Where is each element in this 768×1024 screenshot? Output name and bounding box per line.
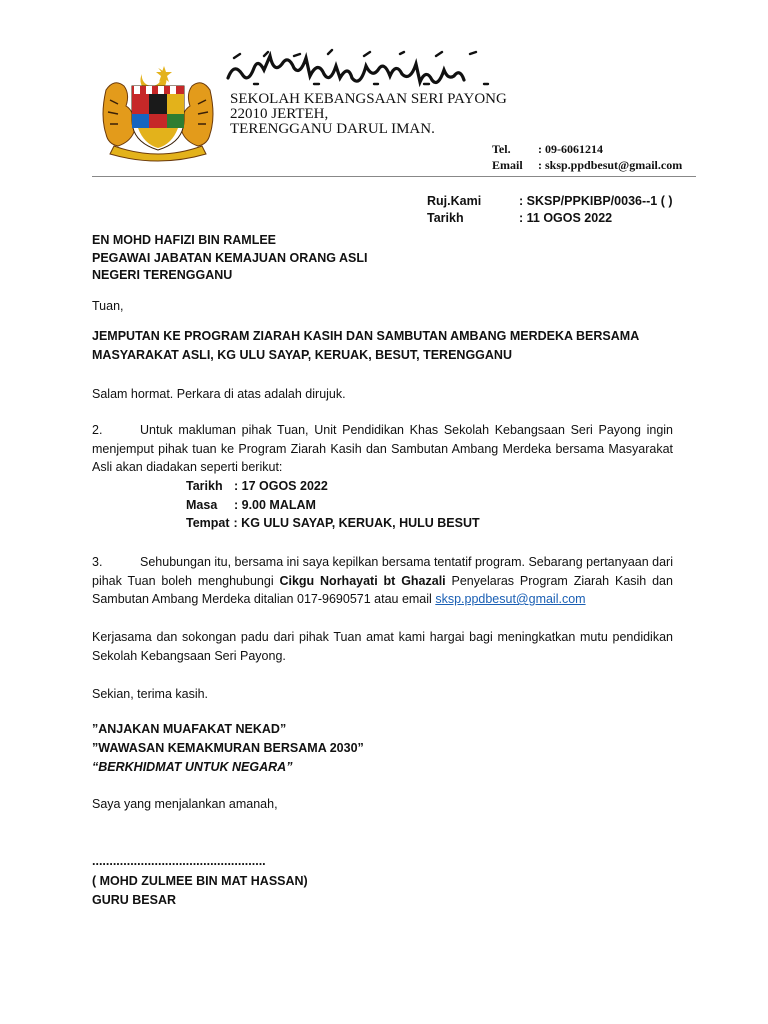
letterhead-divider (92, 176, 696, 177)
event-date-value: : 17 OGOS 2022 (234, 479, 328, 493)
email-value: : sksp.ppdbesut@gmail.com (538, 158, 683, 172)
school-state: TERENGGANU DARUL IMAN. (230, 121, 435, 137)
sign-off: Saya yang menjalankan amanah, (92, 797, 278, 811)
email-row (492, 157, 682, 173)
paragraph-3 (92, 553, 673, 609)
paragraph-2 (92, 421, 673, 477)
malaysia-coat-of-arms-logo (92, 60, 224, 162)
event-place-label: Tempat (186, 516, 230, 530)
event-place-row (186, 514, 480, 533)
event-details (186, 477, 480, 533)
event-date-row (186, 477, 480, 496)
signatory-name: ( MOHD ZULMEE BIN MAT HASSAN) (92, 874, 308, 888)
subject-line-2: MASYARAKAT ASLI, KG ULU SAYAP, KERUAK, BESUT, TERENGGANU (92, 348, 512, 362)
paragraph-3-text-before: Sehubungan itu, bersama ini saya kepilkan bersama tentatif program. Sebarang pertanyaan dari pihak Tuan boleh menghubungi (92, 555, 673, 588)
event-place-value: : KG ULU SAYAP, KERUAK, HULU BESUT (233, 516, 480, 530)
tel-label: Tel. (492, 142, 511, 156)
paragraph-2-text: Untuk makluman pihak Tuan, Unit Pendidikan Khas Sekolah Kebangsaan Seri Payong ingin menjemput pihak tuan ke Program Ziarah Kasih dan Sambutan Ambang Merdeka bersama Masyarakat Asli akan diadakan seperti berikut: (92, 423, 673, 474)
motto-1: ”ANJAKAN MUAFAKAT NEKAD” (92, 722, 287, 736)
paragraph-2-number: 2. (92, 423, 103, 437)
ruj-row (427, 193, 673, 210)
paragraph-3-number: 3. (92, 555, 103, 569)
event-time-value: : 9.00 MALAM (234, 497, 316, 512)
salutation: Tuan, (92, 299, 124, 313)
event-time-row (186, 496, 480, 515)
signatory-title: GURU BESAR (92, 893, 177, 907)
tarikh-row (427, 210, 673, 227)
email-label: Email (492, 158, 523, 172)
email-link[interactable]: sksp.ppdbesut@gmail.com (435, 592, 586, 606)
ruj-label: Ruj.Kami (427, 194, 482, 208)
recipient-address (92, 232, 367, 285)
paragraph-4: Kerjasama dan sokongan padu dari pihak Tuan amat kami hargai bagi meningkatkan mutu pendidikan Sekolah Kebangsaan Seri Payong. (92, 630, 673, 663)
motto-2: ”WAWASAN KEMAKMURAN BERSAMA 2030” (92, 741, 364, 755)
jawi-calligraphy-school-name (224, 48, 506, 88)
school-name: SEKOLAH KEBANGSAAN SERI PAYONG (230, 91, 507, 107)
reference-block (427, 193, 673, 227)
subject-line-1: JEMPUTAN KE PROGRAM ZIARAH KASIH DAN SAMBUTAN AMBANG MERDEKA BERSAMA (92, 329, 640, 343)
tarikh-label: Tarikh (427, 211, 464, 225)
tel-value: : 09-6061214 (538, 142, 603, 156)
recipient-state: NEGERI TERENGGANU (92, 268, 233, 282)
recipient-name: EN MOHD HAFIZI BIN RAMLEE (92, 233, 277, 247)
event-time-label: Masa (186, 497, 218, 512)
school-postcode-town: 22010 JERTEH, (230, 106, 329, 122)
contact-person: Cikgu Norhayati bt Ghazali (279, 573, 446, 588)
closing: Sekian, terima kasih. (92, 687, 209, 701)
greeting: Salam hormat. Perkara di atas adalah dirujuk. (92, 387, 346, 401)
tel-row (492, 141, 682, 157)
signature-line: .................................................. (92, 854, 266, 868)
motto-3: “BERKHIDMAT UNTUK NEGARA” (92, 760, 293, 774)
ruj-value: : SKSP/PPKIBP/0036--1 ( ) (519, 194, 673, 208)
recipient-position: PEGAWAI JABATAN KEMAJUAN ORANG ASLI (92, 250, 368, 265)
school-address-block (230, 92, 507, 137)
contact-block (492, 141, 682, 173)
paragraph-3-text-after: Penyelaras Program Ziarah Kasih dan Sambutan Ambang Merdeka ditalian 017-9690571 atau email (92, 573, 673, 606)
tarikh-value: : 11 OGOS 2022 (519, 211, 613, 225)
event-date-label: Tarikh (186, 479, 223, 493)
